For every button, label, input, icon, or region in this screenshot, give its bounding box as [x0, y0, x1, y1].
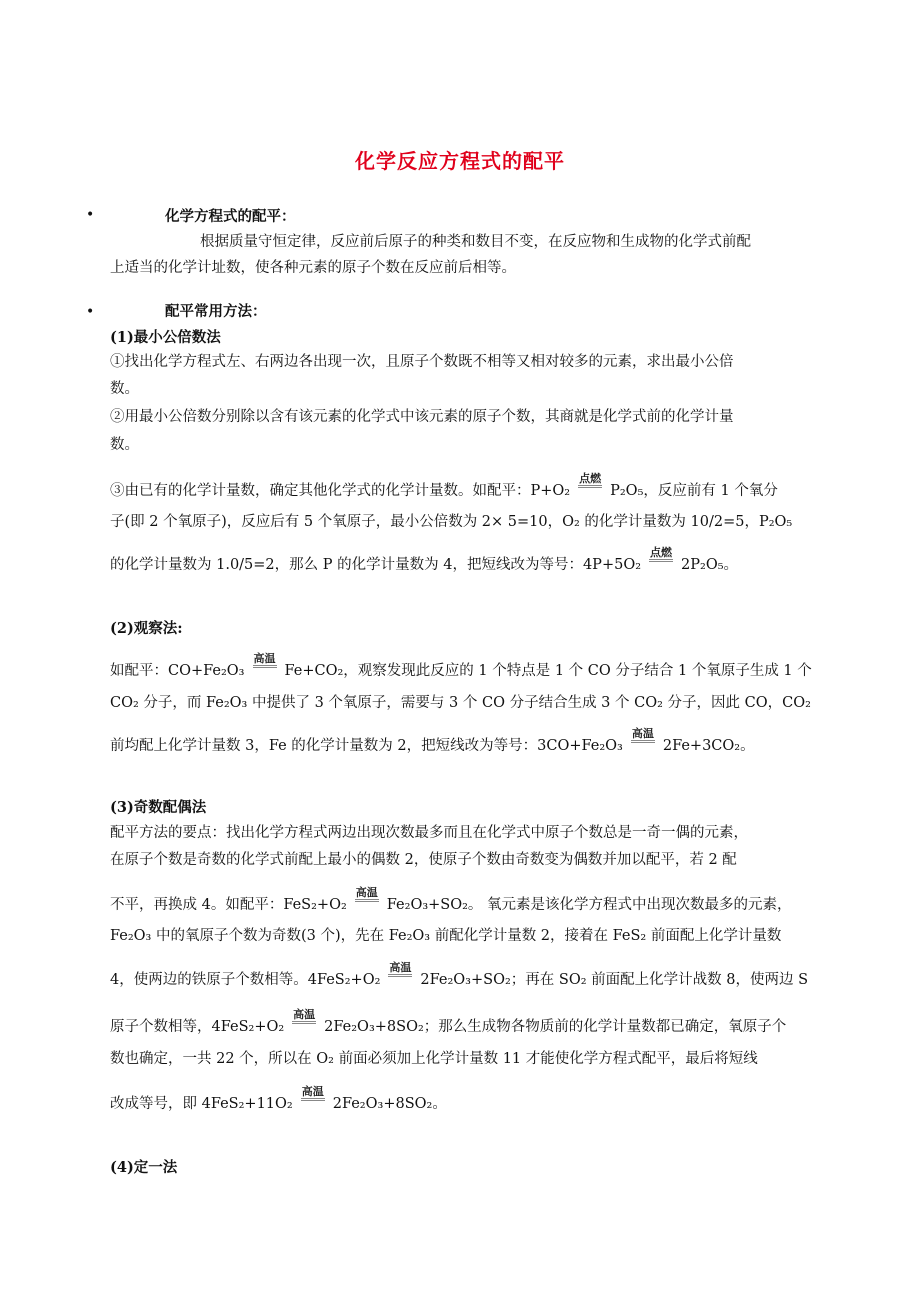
method-4-heading: (4)定一法: [110, 1159, 178, 1176]
condition-gaowen: 高温: [301, 1086, 325, 1101]
condition-gaowen: 高温: [388, 962, 412, 977]
formula-text: ③由已有的化学计量数，确定其他化学式的化学计量数。如配平：P+O₂: [110, 483, 571, 499]
method-2-heading: (2)观察法:: [110, 620, 183, 637]
method-1-line-1: ①找出化学方程式左、右两边各出现一次，且原子个数既不相等又相对较多的元素，求出最小公倍: [110, 354, 734, 370]
formula-text: Fe₂O₃+SO₂。 氧元素是该化学方程式中出现次数最多的元素，: [386, 897, 792, 913]
intro-line-2: 上适当的化学计址数，使各种元素的原子个数在反应前后相等。: [110, 260, 516, 276]
formula-text: 的化学计量数为 1.0/5=2，那么 P 的化学计量数为 4，把短线改为等号：4P+5O₂: [110, 557, 642, 573]
method-1-line-4: 数。: [110, 437, 139, 453]
method-1-line-5: [110, 472, 778, 500]
method-1-line-7: [110, 546, 739, 574]
method-3-line-5: [110, 961, 809, 989]
bullet-2: •: [86, 304, 95, 320]
formula-text: 改成等号，即 4FeS₂+11O₂: [110, 1096, 293, 1112]
method-1-line-6: 子(即 2 个氧原子)，反应后有 5 个氧原子，最小公倍数为 2× 5=10，O₂ 的化学计量数为 10/2=5，P₂O₅: [110, 514, 793, 530]
condition-gaowen: 高温: [292, 1009, 316, 1024]
condition-gaowen: 高温: [253, 653, 277, 668]
method-3-line-7: 数也确定，一共 22 个，所以在 O₂ 前面必须加上化学计量数 11 才能使化学方程式配平，最后将短线: [110, 1051, 758, 1067]
method-3-line-6: [110, 1008, 787, 1036]
formula-text: Fe+CO₂，观察发现此反应的 1 个特点是 1 个 CO 分子结合 1 个氧原子生成 1 个: [284, 663, 812, 679]
intro-line-1: 根据质量守恒定律，反应前后原子的种类和数目不变，在反应物和生成物的化学式前配: [200, 234, 751, 250]
formula-text: 原子个数相等，4FeS₂+O₂: [110, 1019, 285, 1035]
method-3-line-4: Fe₂O₃ 中的氧原子个数为奇数(3 个)，先在 Fe₂O₃ 前配化学计量数 2，接着在 FeS₂ 前面配上化学计量数: [110, 928, 782, 944]
method-2-line-3: [110, 727, 755, 755]
formula-text: 4，使两边的铁原子个数相等。4FeS₂+O₂: [110, 972, 381, 988]
method-3-line-1: 配平方法的要点：找出化学方程式两边出现次数最多而且在化学式中原子个数总是一奇一偶的元素，: [110, 825, 748, 841]
condition-gaowen: 高温: [355, 887, 379, 902]
method-2-line-1: [110, 652, 812, 680]
formula-text: 2Fe₂O₃+SO₂；再在 SO₂ 前面配上化学计战数 8，使两边 S: [420, 972, 809, 988]
section-heading-methods: 配平常用方法：: [165, 303, 267, 320]
formula-text: 前均配上化学计量数 3，Fe 的化学计量数为 2，把短线改为等号：3CO+Fe₂O₃: [110, 738, 623, 754]
method-2-line-2: CO₂ 分子，而 Fe₂O₃ 中提供了 3 个氧原子，需要与 3 个 CO 分子结合生成 3 个 CO₂ 分子，因此 CO，CO₂: [110, 695, 811, 711]
formula-text: 2Fe₂O₃+8SO₂；那么生成物各物质前的化学计量数都已确定，氧原子个: [324, 1019, 787, 1035]
formula-text: 不平，再换成 4。如配平：FeS₂+O₂: [110, 897, 347, 913]
section-heading-balancing: 化学方程式的配平：: [165, 208, 296, 225]
method-3-line-3: [110, 886, 792, 914]
method-3-line-2: 在原子个数是奇数的化学式前配上最小的偶数 2，使原子个数由奇数变为偶数并加以配平，若 2 配: [110, 852, 737, 868]
method-1-line-3: ②用最小公倍数分别除以含有该元素的化学式中该元素的原子个数，其商就是化学式前的化学计量: [110, 409, 734, 425]
bullet-1: •: [86, 207, 95, 223]
condition-gaowen: 高温: [631, 728, 655, 743]
formula-text: 2Fe+3CO₂。: [662, 738, 755, 754]
method-1-heading: (1)最小公倍数法: [110, 329, 221, 346]
page-title: 化学反应方程式的配平: [355, 149, 565, 173]
condition-dianran: 点燃: [578, 473, 602, 488]
formula-text: 如配平：CO+Fe₂O₃: [110, 663, 245, 679]
method-3-line-8: [110, 1085, 447, 1113]
condition-dianran: 点燃: [649, 547, 673, 562]
formula-text: 2P₂O₅。: [681, 557, 739, 573]
method-1-line-2: 数。: [110, 381, 139, 397]
formula-text: 2Fe₂O₃+8SO₂。: [332, 1096, 447, 1112]
formula-text: P₂O₅，反应前有 1 个氧分: [610, 483, 778, 499]
method-3-heading: (3)奇数配偶法: [110, 799, 207, 816]
